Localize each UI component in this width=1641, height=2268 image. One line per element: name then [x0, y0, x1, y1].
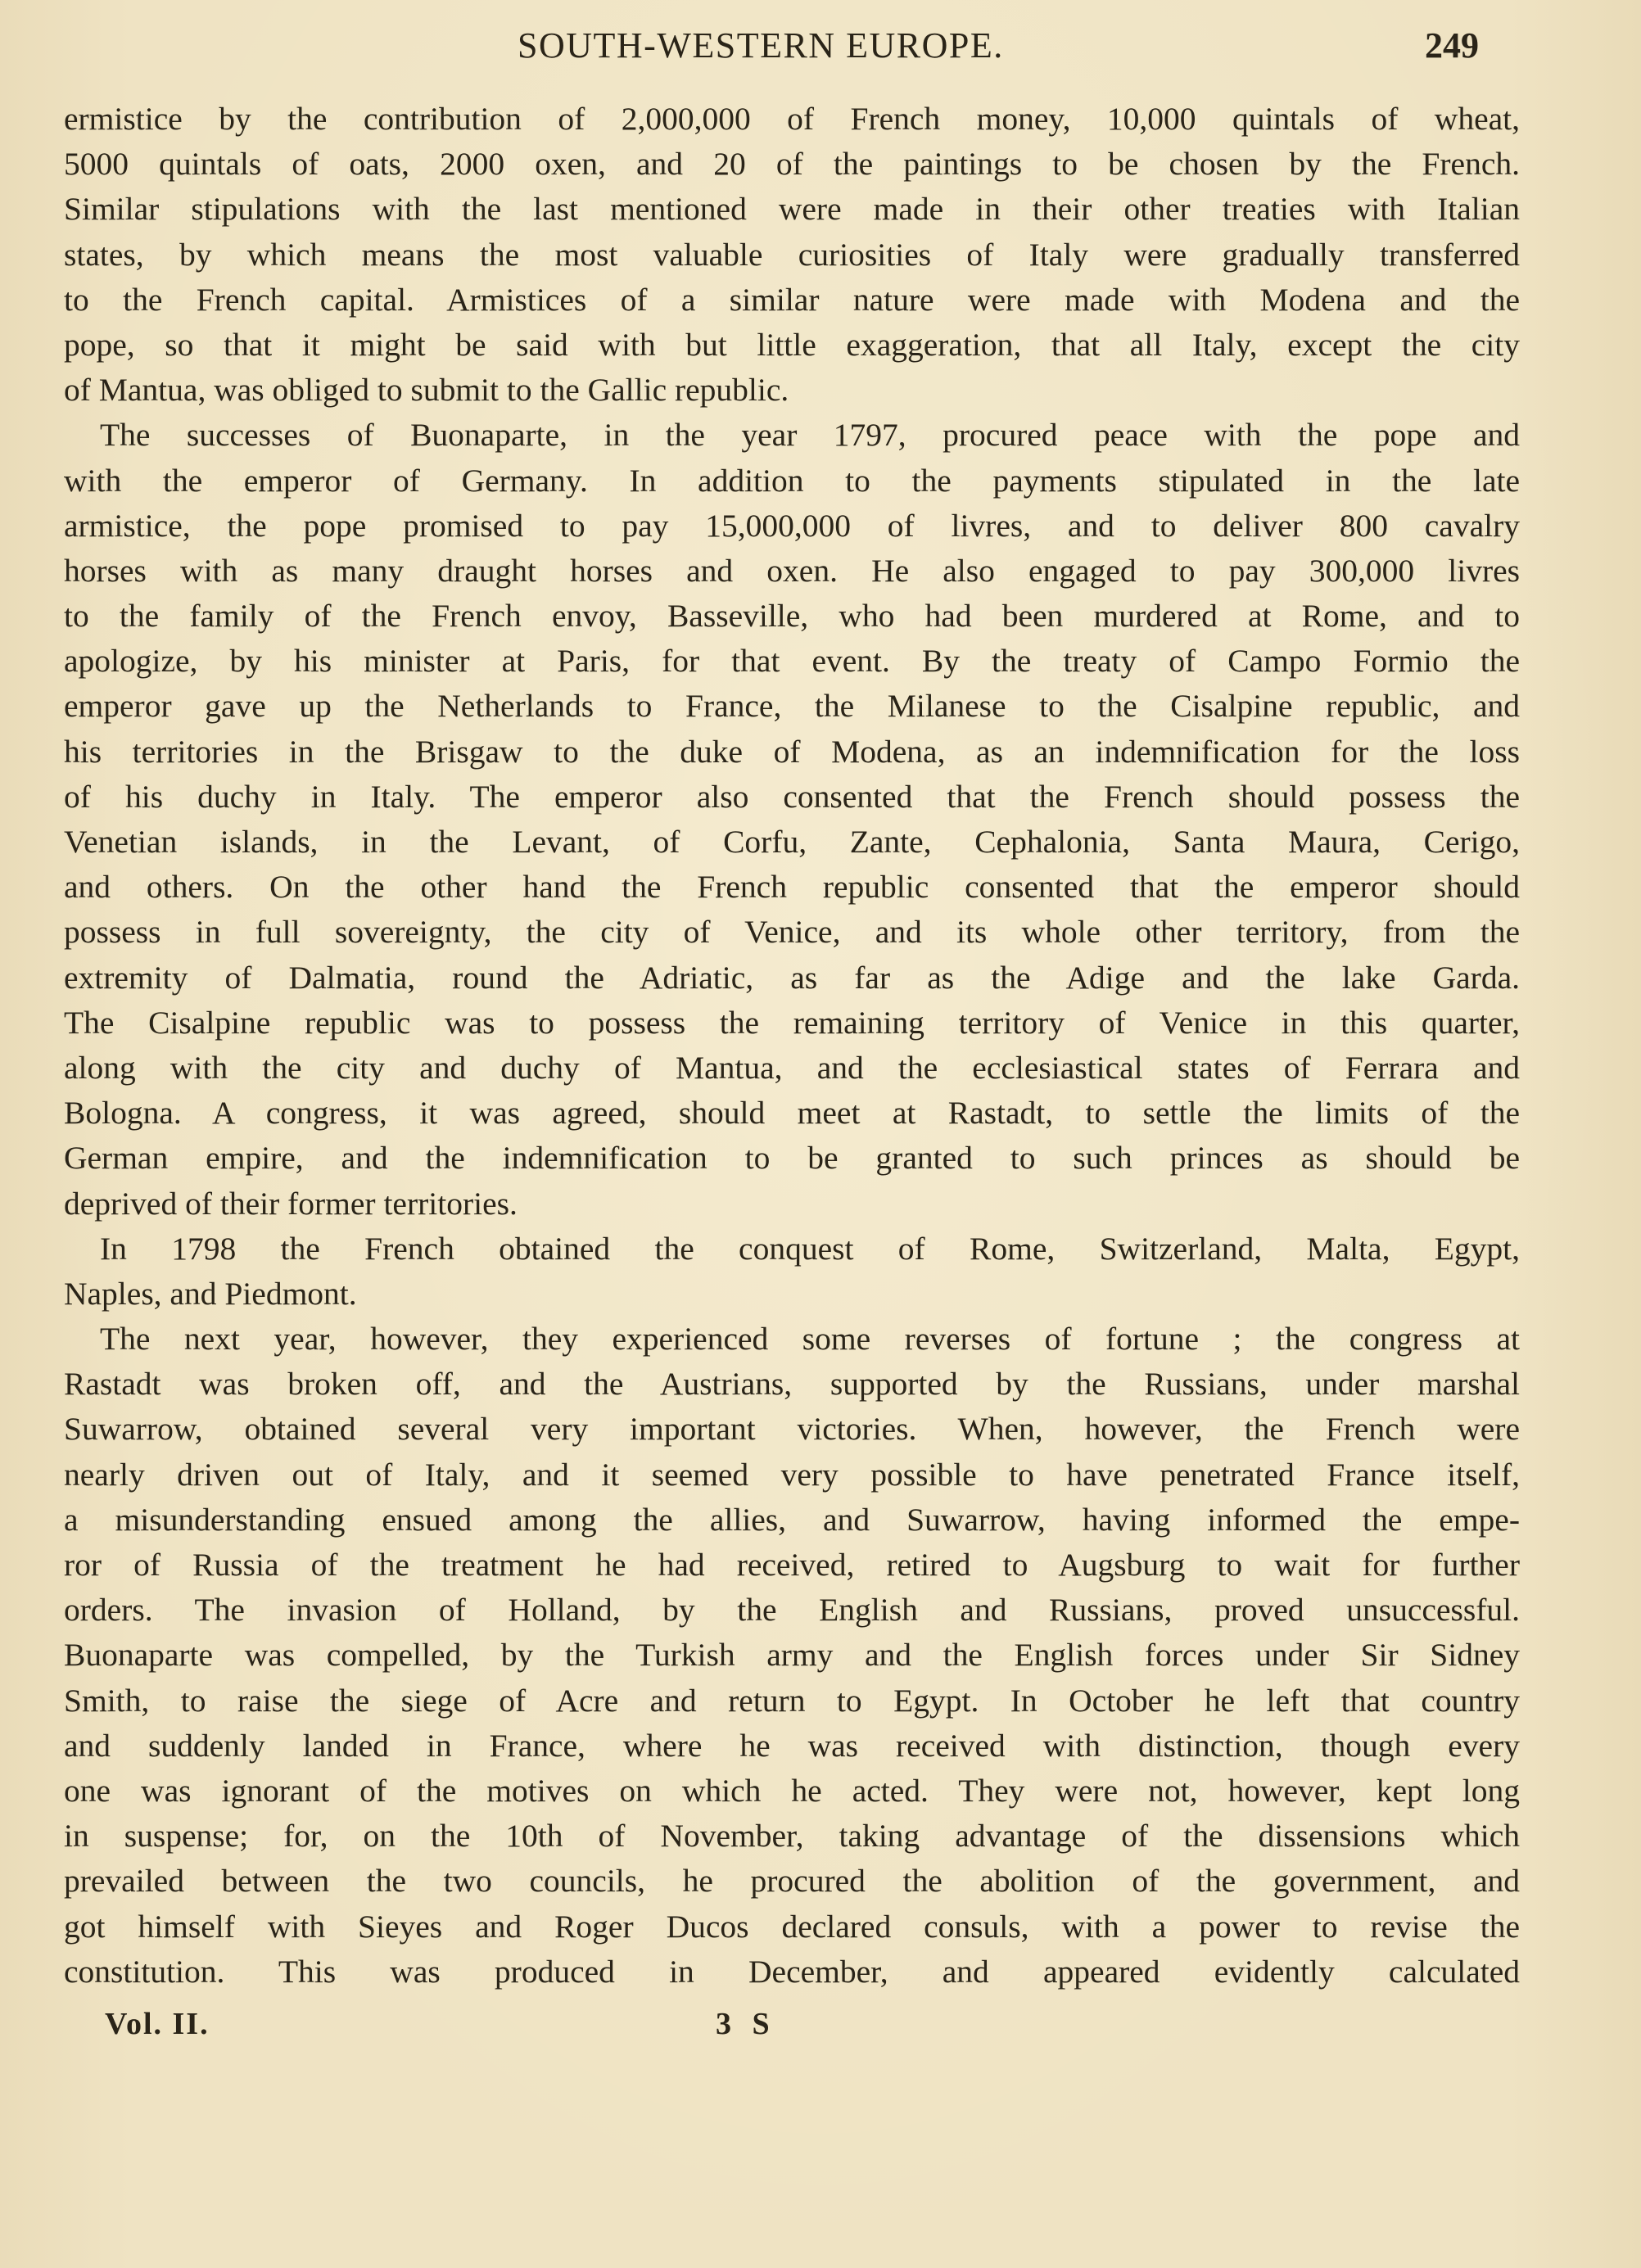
text-line: pope, so that it might be said with but little exaggeration, that all Italy, except the city: [64, 326, 1520, 363]
text-line: prevailed between the two councils, he procured the abolition of the government, and: [64, 1863, 1520, 1900]
text-line: emperor gave up the Netherlands to France, the Milanese to the Cisalpine republic, and: [64, 688, 1520, 725]
text-line: Smith, to raise the siege of Acre and return to Egypt. In October he left that country: [64, 1682, 1520, 1719]
text-line: his territories in the Brisgaw to the duke of Modena, as an indemnification for the loss: [64, 733, 1520, 770]
text-line: got himself with Sieyes and Roger Ducos declared consuls, with a power to revise the: [64, 1908, 1520, 1945]
text-line: to the French capital. Armistices of a similar nature were made with Modena and the: [64, 281, 1520, 318]
page-footer: [0, 2006, 1641, 2055]
text-line: and others. On the other hand the French republic consented that the emperor should: [64, 869, 1520, 906]
text-line: of his duchy in Italy. The emperor also consented that the French should possess the: [64, 778, 1520, 815]
text-line: In 1798 the French obtained the conquest of Rome, Switzerland, Malta, Egypt,: [100, 1230, 1520, 1267]
text-line: Suwarrow, obtained several very important victories. When, however, the French were: [64, 1411, 1520, 1448]
volume-label: Vol. II.: [105, 2007, 210, 2041]
text-line: The successes of Buonaparte, in the year 1797, procured peace with the pope and: [100, 417, 1520, 454]
running-head: SOUTH-WESTERN EUROPE.: [518, 25, 1004, 66]
text-line: in suspense; for, on the 10th of November, taking advantage of the dissensions which: [64, 1818, 1520, 1855]
text-line: armistice, the pope promised to pay 15,000,000 of livres, and to deliver 800 cavalry: [64, 507, 1520, 544]
text-line: 5000 quintals of oats, 2000 oxen, and 20 of the paintings to be chosen by the French.: [64, 146, 1520, 183]
text-line: The next year, however, they experienced some reverses of fortune ; the congress at: [100, 1321, 1520, 1358]
text-line: Venetian islands, in the Levant, of Corfu, Zante, Cephalonia, Santa Maura, Cerigo,: [64, 824, 1520, 860]
text-line: Buonaparte was compelled, by the Turkish army and the English forces under Sir Sidney: [64, 1637, 1520, 1674]
text-line: orders. The invasion of Holland, by the English and Russians, proved unsuccessful.: [64, 1592, 1520, 1629]
text-line: Similar stipulations with the last mentioned were made in their other treaties with Italian: [64, 191, 1520, 228]
text-line: states, by which means the most valuable curiosities of Italy were gradually transferred: [64, 236, 1520, 273]
text-line: horses with as many draught horses and oxen. He also engaged to pay 300,000 livres: [64, 552, 1520, 589]
text-line: ermistice by the contribution of 2,000,000 of French money, 10,000 quintals of wheat,: [64, 101, 1520, 137]
text-line: possess in full sovereignty, the city of Venice, and its whole other territory, from the: [64, 914, 1520, 951]
body-text: [64, 97, 1520, 1995]
text-line: a misunderstanding ensued among the allies, and Suwarrow, having informed the empe-: [64, 1501, 1520, 1538]
text-line: Rastadt was broken off, and the Austrians, supported by the Russians, under marshal: [64, 1366, 1520, 1403]
text-line: constitution. This was produced in December, and appeared evidently calculated: [64, 1953, 1520, 1990]
text-line: and suddenly landed in France, where he was received with distinction, though every: [64, 1727, 1520, 1764]
text-line: along with the city and duchy of Mantua, and the ecclesiastical states of Ferrara and: [64, 1049, 1520, 1086]
text-line: Naples, and Piedmont.: [64, 1275, 357, 1312]
text-line: apologize, by his minister at Paris, for that event. By the treaty of Campo Formio the: [64, 643, 1520, 680]
text-line: nearly driven out of Italy, and it seemed very possible to have penetrated France itself,: [64, 1456, 1520, 1493]
text-line: of Mantua, was obliged to submit to the Gallic republic.: [64, 372, 789, 409]
text-line: one was ignorant of the motives on which he acted. They were not, however, kept long: [64, 1772, 1520, 1809]
text-line: extremity of Dalmatia, round the Adriatic, as far as the Adige and the lake Garda.: [64, 959, 1520, 996]
text-line: deprived of their former territories.: [64, 1185, 518, 1222]
text-line: German empire, and the indemnification to be granted to such princes as should be: [64, 1140, 1520, 1177]
page-header: [0, 25, 1641, 74]
text-line: The Cisalpine republic was to possess the remaining territory of Venice in this quarter,: [64, 1004, 1520, 1041]
page-number: 249: [1425, 25, 1479, 66]
text-line: with the emperor of Germany. In addition to the payments stipulated in the late: [64, 462, 1520, 499]
signature-mark: 3 S: [716, 2007, 776, 2041]
text-line: ror of Russia of the treatment he had received, retired to Augsburg to wait for further: [64, 1547, 1520, 1583]
text-line: Bologna. A congress, it was agreed, should meet at Rastadt, to settle the limits of the: [64, 1095, 1520, 1132]
text-line: to the family of the French envoy, Basseville, who had been murdered at Rome, and to: [64, 598, 1520, 635]
